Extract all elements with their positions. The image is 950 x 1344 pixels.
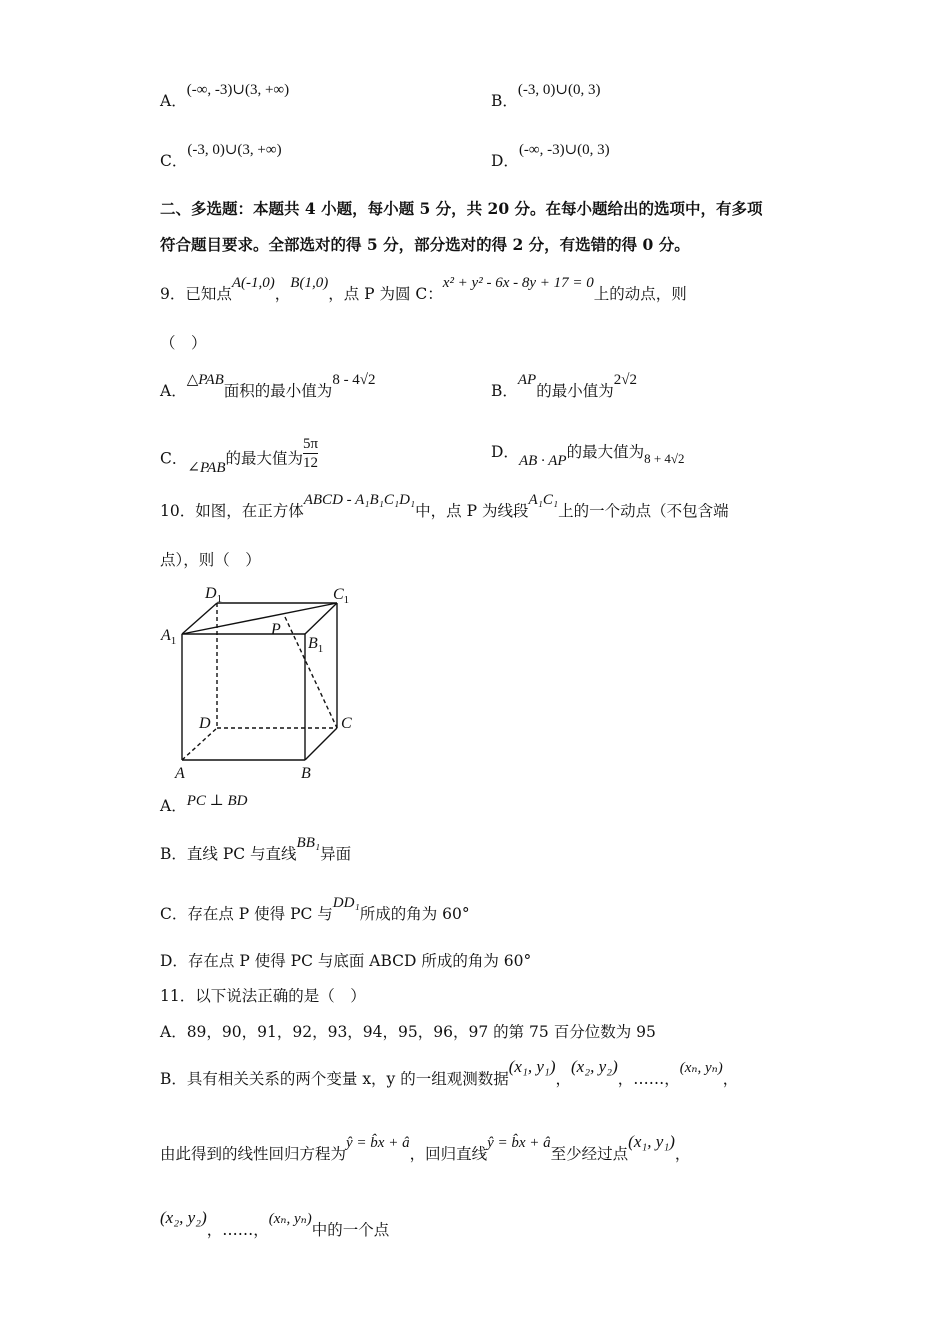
option-11b-line3 [160,1208,390,1242]
option-label: B． [491,92,518,110]
option-9c [160,436,319,478]
option-8a [160,82,290,113]
option-text: 中的一个点 [311,1221,390,1239]
option-text: ， [722,1070,739,1088]
math-regression-eq: ŷ = b̂x + â [346,1135,410,1151]
option-math: 2√2 [613,372,637,388]
option-math: (-∞, -3)∪(0, 3) [518,142,610,158]
label-a1: $A_1$ [161,627,177,647]
option-text: ，回归直线 [409,1145,488,1163]
option-math: BB₁ [296,835,321,851]
stem-text: 中，点 P 为线段 [415,502,529,520]
section-header-line2: 符合题目要求。全部选对的得 5 分，部分选对的得 2 分，有选错的得 0 分。 [160,235,690,254]
stem-text: 上的一个动点（不包含端 [558,502,729,520]
option-text: 所成的角为 60° [359,905,470,923]
option-11a: A．89，90，91，92，93，94，95，96，97 的第 75 百分位数为 95 [160,1023,656,1041]
option-math: AP [517,372,537,388]
option-text: 的最小值为 [536,382,614,400]
label-p: P [271,621,281,638]
option-text: B．直线 PC 与直线 [160,845,297,863]
stem-text: ，点 P 为圆 C： [328,285,443,303]
option-text: C．存在点 P 使得 PC 与 [160,905,333,923]
math-point: (xₙ, yₙ) [679,1060,723,1076]
option-math: AB · AP [518,453,567,469]
label-c: C [341,715,352,732]
label-d: D [199,715,211,732]
label-c1: $C_1$ [333,586,350,606]
option-8c [160,142,282,173]
stem-text: ， [274,285,291,303]
label-d1: $D_1$ [205,585,223,605]
option-math: PC ⊥ BD [186,793,248,809]
cube-figure [155,578,375,788]
math-point: (xₙ, yₙ) [268,1211,312,1227]
option-math: (-∞, -3)∪(3, +∞) [186,82,290,98]
option-math: ∠PAB [187,459,226,476]
fraction-denominator: 12 [303,455,319,471]
option-label: D． [491,152,519,170]
section-header-line1: 二、多选题：本题共 4 小题，每小题 5 分，共 20 分。在每小题给出的选项中，有多项 [160,199,763,218]
math-point: (x₂, y₂) [571,1057,618,1076]
option-10b [160,835,352,866]
option-8b [491,82,601,113]
option-label: A． [160,797,187,815]
option-label: B． [491,382,518,400]
question-10-stem [160,492,729,523]
option-8d [491,142,610,173]
math-point: (x₁, y₁) [628,1132,675,1151]
label-b: B [301,765,311,782]
option-11b [160,1057,739,1091]
option-text: B．具有相关关系的两个变量 x，y 的一组观测数据 [160,1070,509,1088]
stem-text: 10．如图，在正方体 [160,502,304,520]
math-cube: ABCD - A₁B₁C₁D₁ [303,492,416,508]
option-10d: D．存在点 P 使得 PC 与底面 ABCD 所成的角为 60° [160,952,532,970]
answer-paren: （ ） [160,334,207,352]
option-text: 异面 [320,845,352,863]
option-math: △PAB [186,372,224,388]
option-label: D． [491,443,519,461]
label-a: A [175,765,185,782]
math-segment: A₁C₁ [528,492,559,508]
option-label: A． [160,382,187,400]
stem-text: 上的动点，则 [593,285,687,303]
math-point: (x₁, y₁) [508,1057,556,1076]
option-label: A． [160,92,187,110]
option-text: ，……， [206,1221,269,1239]
label-b1: $B_1$ [308,635,324,655]
math-circle-eq: x² + y² - 6x - 8y + 17 = 0 [442,275,594,291]
option-text: 由此得到的线性回归方程为 [160,1145,347,1163]
option-9d [491,441,685,469]
option-math: (-3, 0)∪(0, 3) [517,82,601,98]
option-text: ， [674,1145,691,1163]
option-text: 至少经过点 [550,1145,629,1163]
question-9-stem [160,275,687,306]
fraction-numerator: 5π [303,436,319,452]
option-11b-line2 [160,1132,691,1166]
option-math: 8 - 4√2 [332,372,376,388]
stem-text: 9．已知点 [160,285,232,303]
option-math: (-3, 0)∪(3, +∞) [187,142,282,158]
question-11-stem: 11．以下说法正确的是（ ） [160,987,366,1005]
option-9a [160,372,376,403]
option-label: C． [160,152,188,170]
math-point-b: B(1,0) [290,275,329,291]
math-regression-eq: ŷ = b̂x + â [487,1135,551,1151]
option-label: C． [160,449,188,468]
fraction [303,435,318,472]
option-text: ，……， [617,1070,680,1088]
question-10-line2: 点），则（ ） [160,551,261,569]
math-point: (x₂, y₂) [160,1208,207,1227]
option-math: DD₁ [332,895,360,911]
option-math: 8 + 4√2 [644,451,685,466]
option-text: ， [555,1070,571,1088]
option-10a [160,795,247,818]
option-text: 面积的最小值为 [223,382,333,400]
option-text: 的最大值为 [225,449,304,468]
option-text: 的最大值为 [566,443,645,461]
option-9b [491,372,637,403]
option-10c [160,895,470,926]
math-point-a: A(-1,0) [231,275,275,291]
